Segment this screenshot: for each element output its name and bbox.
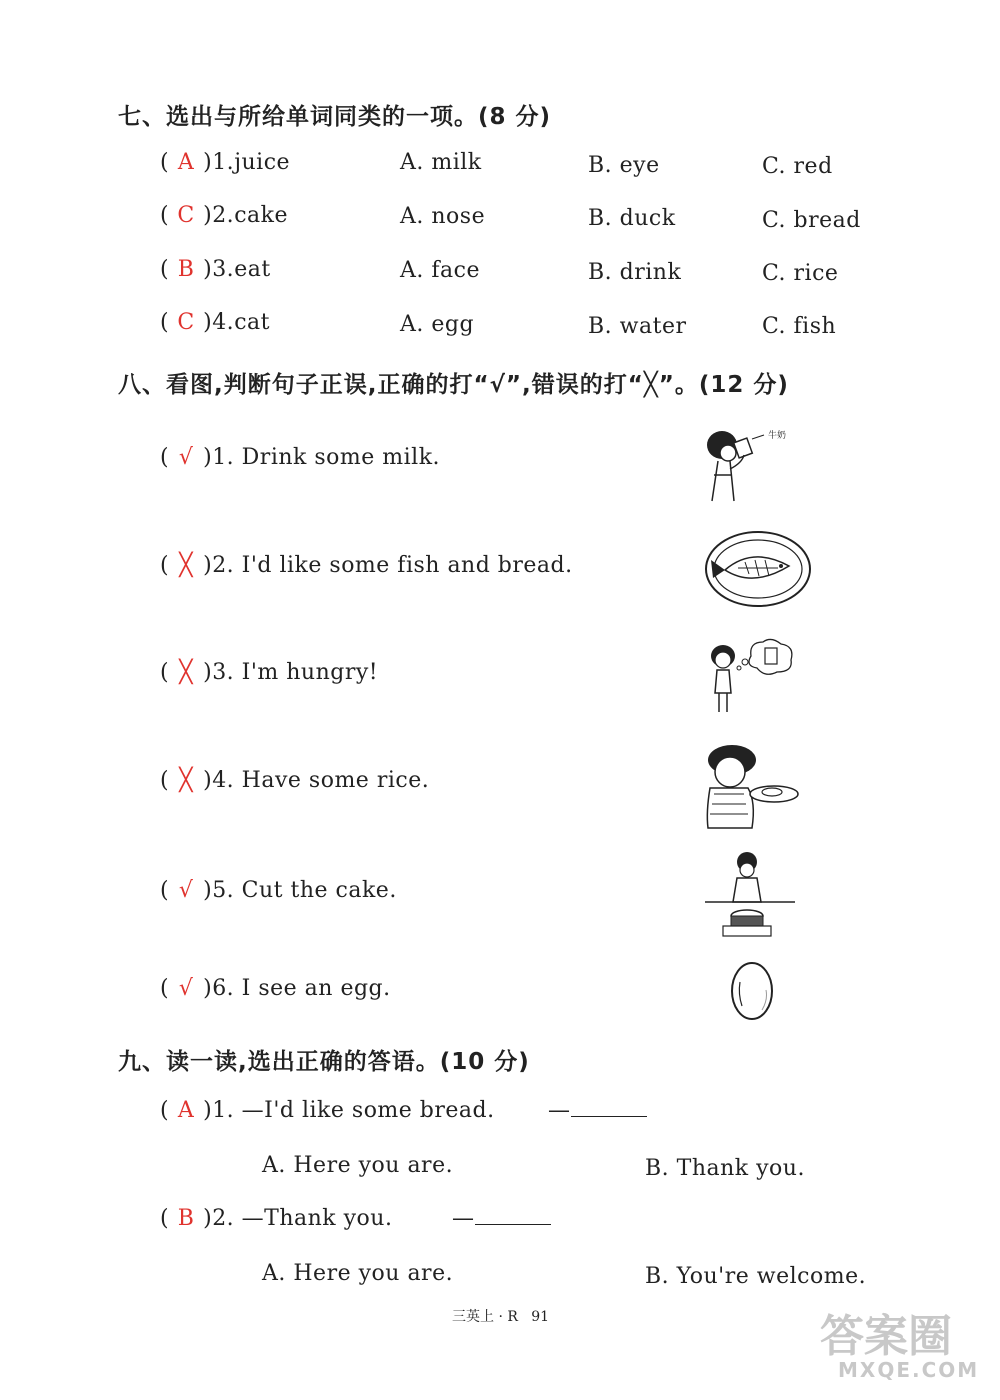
dash: — [548, 1098, 571, 1123]
watermark-url: MXQE.COM [838, 1358, 980, 1382]
list-item: ( C )4.cat [160, 310, 270, 335]
drink-milk-picture [700, 425, 810, 505]
option-a: A. nose [400, 204, 486, 229]
item-text: 3. I'm hungry! [212, 660, 379, 685]
fish-plate-picture [703, 530, 813, 608]
option-c: C. fish [762, 314, 837, 339]
option-b: B. eye [588, 153, 660, 178]
option-b: B. drink [588, 260, 682, 285]
answer-mark: B [177, 1206, 195, 1231]
list-item: ( √ )1. Drink some milk. [160, 445, 441, 470]
list-item: ( ╳ )2. I'd like some fish and bread. [160, 553, 573, 578]
dash: — [452, 1206, 475, 1231]
answer-mark: C [177, 310, 195, 335]
milk-label: 牛奶 [768, 431, 787, 441]
list-item: ( A )1.juice [160, 150, 291, 175]
item-text: 2. I'd like some fish and bread. [212, 553, 573, 578]
answer-mark: C [177, 203, 195, 228]
option-c: C. bread [762, 208, 861, 233]
item-text: 6. I see an egg. [212, 976, 391, 1001]
item-number: 1. [212, 150, 235, 175]
option-a: A. Here you are. [262, 1153, 454, 1178]
list-item: ( √ )6. I see an egg. [160, 976, 391, 1001]
answer-blank [452, 1206, 551, 1231]
list-item: ( B )2. —Thank you. [160, 1206, 393, 1231]
item-word: cat [234, 310, 270, 335]
blank-line [571, 1102, 647, 1117]
option-a: A. milk [400, 150, 482, 175]
option-b: B. Thank you. [645, 1156, 805, 1181]
footer [452, 1306, 549, 1326]
option-b: B. water [588, 314, 687, 339]
item-number: 2. [212, 203, 235, 228]
watermark-logo: 答案圈 [820, 1311, 952, 1362]
list-item: ( √ )5. Cut the cake. [160, 878, 397, 903]
list-item: ( C )2.cake [160, 203, 288, 228]
answer-mark: √ [178, 976, 194, 1001]
item-number: 3. [212, 257, 235, 282]
item-prompt: 1. —I'd like some bread. [212, 1098, 495, 1123]
rice-plate-picture [700, 742, 805, 830]
answer-mark: √ [178, 878, 194, 903]
list-item: ( ╳ )4. Have some rice. [160, 768, 430, 793]
option-c: C. rice [762, 261, 839, 286]
answer-mark: A [177, 1098, 195, 1123]
item-word: eat [234, 257, 271, 282]
answer-mark: ╳ [179, 768, 193, 793]
item-word: cake [234, 203, 288, 228]
option-a: A. egg [400, 312, 475, 337]
option-c: C. red [762, 154, 833, 179]
item-prompt: 2. —Thank you. [212, 1206, 393, 1231]
section-8-heading: 八、看图,判断句子正误,正确的打“√”,错误的打“╳”。(12 分) [118, 372, 789, 398]
answer-mark: ╳ [179, 553, 193, 578]
answer-mark: B [177, 257, 195, 282]
item-text: 5. Cut the cake. [212, 878, 397, 903]
page-number: 91 [531, 1309, 550, 1325]
item-word: juice [234, 150, 291, 175]
item-number: 4. [212, 310, 235, 335]
item-text: 1. Drink some milk. [212, 445, 441, 470]
answer-mark: ╳ [179, 660, 193, 685]
option-b: B. duck [588, 206, 676, 231]
item-text: 4. Have some rice. [212, 768, 430, 793]
blank-line [475, 1210, 551, 1225]
option-a: A. face [400, 258, 480, 283]
answer-mark: √ [178, 445, 194, 470]
option-b: B. You're welcome. [645, 1264, 867, 1289]
hungry-girl-picture [705, 638, 800, 718]
list-item: ( A )1. —I'd like some bread. [160, 1098, 495, 1123]
answer-blank [548, 1098, 647, 1123]
option-a: A. Here you are. [262, 1261, 454, 1286]
egg-picture [728, 960, 776, 1022]
list-item: ( B )3.eat [160, 257, 271, 282]
section-7-heading: 七、选出与所给单词同类的一项。(8 分) [118, 104, 552, 130]
list-item: ( ╳ )3. I'm hungry! [160, 660, 379, 685]
answer-mark: A [177, 150, 195, 175]
cut-cake-picture [703, 850, 798, 940]
section-9-heading: 九、读一读,选出正确的答语。(10 分) [118, 1049, 530, 1075]
footer-label: 三英上 · R [452, 1309, 518, 1325]
